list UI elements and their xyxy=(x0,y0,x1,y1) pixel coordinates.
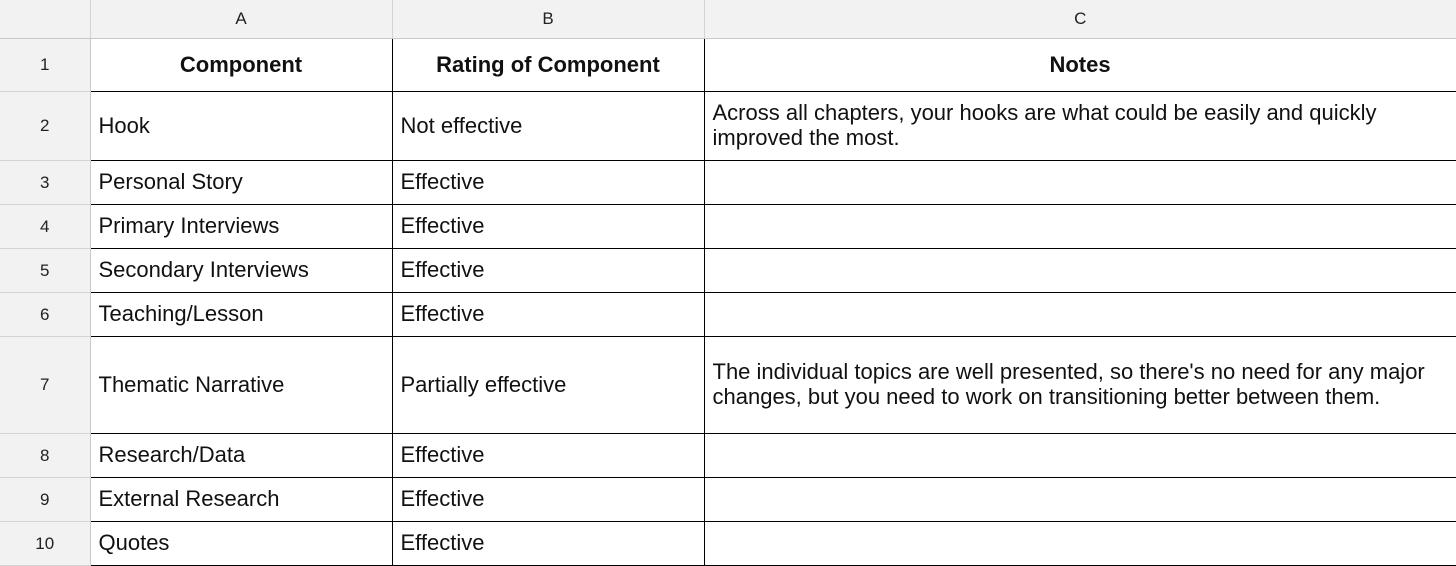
table-row xyxy=(0,249,1456,293)
row-header-1[interactable]: 1 xyxy=(0,39,90,92)
row-header-3[interactable]: 3 xyxy=(0,161,90,205)
column-header-c[interactable]: C xyxy=(704,0,1456,39)
column-header-b[interactable]: B xyxy=(392,0,704,39)
row-header-2[interactable]: 2 xyxy=(0,92,90,161)
row-header-8[interactable]: 8 xyxy=(0,434,90,478)
cell-a10[interactable]: Quotes xyxy=(90,522,392,566)
cell-a3[interactable]: Personal Story xyxy=(90,161,392,205)
cell-b8[interactable]: Effective xyxy=(392,434,704,478)
cell-a8[interactable]: Research/Data xyxy=(90,434,392,478)
cell-a6[interactable]: Teaching/Lesson xyxy=(90,293,392,337)
cell-b7[interactable]: Partially effective xyxy=(392,337,704,434)
table-row xyxy=(0,337,1456,434)
column-header-row xyxy=(0,0,1456,39)
cell-a7[interactable]: Thematic Narrative xyxy=(90,337,392,434)
cell-a5[interactable]: Secondary Interviews xyxy=(90,249,392,293)
cell-c5[interactable] xyxy=(704,249,1456,293)
cell-c9[interactable] xyxy=(704,478,1456,522)
cell-c2[interactable]: Across all chapters, your hooks are what could be easily and quickly improved the most. xyxy=(704,92,1456,161)
cell-c8[interactable] xyxy=(704,434,1456,478)
table-row xyxy=(0,39,1456,92)
cell-c1[interactable]: Notes xyxy=(704,39,1456,92)
row-header-5[interactable]: 5 xyxy=(0,249,90,293)
table-row xyxy=(0,92,1456,161)
cell-b4[interactable]: Effective xyxy=(392,205,704,249)
table-row xyxy=(0,161,1456,205)
table-row xyxy=(0,293,1456,337)
cell-a1[interactable]: Component xyxy=(90,39,392,92)
row-header-9[interactable]: 9 xyxy=(0,478,90,522)
cell-b3[interactable]: Effective xyxy=(392,161,704,205)
cell-b10[interactable]: Effective xyxy=(392,522,704,566)
cell-b2[interactable]: Not effective xyxy=(392,92,704,161)
cell-b6[interactable]: Effective xyxy=(392,293,704,337)
column-header-a[interactable]: A xyxy=(90,0,392,39)
select-all-corner[interactable] xyxy=(0,0,90,39)
row-header-7[interactable]: 7 xyxy=(0,337,90,434)
table-row xyxy=(0,434,1456,478)
cell-a9[interactable]: External Research xyxy=(90,478,392,522)
cell-c3[interactable] xyxy=(704,161,1456,205)
cell-a2[interactable]: Hook xyxy=(90,92,392,161)
cell-c6[interactable] xyxy=(704,293,1456,337)
cell-c7[interactable]: The individual topics are well presented, so there's no need for any major changes, but you need to work on transitioning better between them. xyxy=(704,337,1456,434)
row-header-6[interactable]: 6 xyxy=(0,293,90,337)
cell-a4[interactable]: Primary Interviews xyxy=(90,205,392,249)
cell-c4[interactable] xyxy=(704,205,1456,249)
table-row xyxy=(0,522,1456,566)
row-header-4[interactable]: 4 xyxy=(0,205,90,249)
table-row xyxy=(0,205,1456,249)
row-header-10[interactable]: 10 xyxy=(0,522,90,566)
cell-b5[interactable]: Effective xyxy=(392,249,704,293)
table-row xyxy=(0,478,1456,522)
cell-c10[interactable] xyxy=(704,522,1456,566)
cell-b9[interactable]: Effective xyxy=(392,478,704,522)
cell-b1[interactable]: Rating of Component xyxy=(392,39,704,92)
